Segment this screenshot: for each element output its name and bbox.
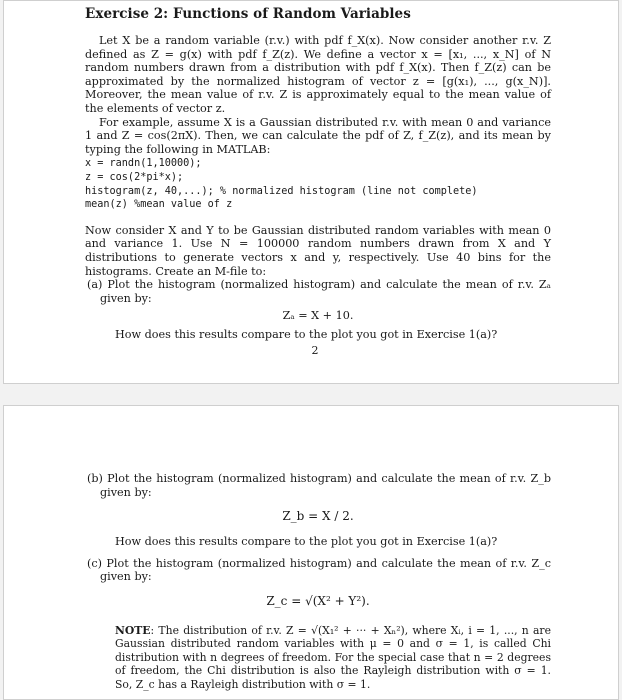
equation-b: Z_b = X / 2. (282, 509, 354, 524)
question-b: How does this results compare to the plot you got in Exercise 1(a)? (115, 535, 498, 549)
note-paragraph (85, 624, 551, 691)
note-text: : The distribution of r.v. Z = √(X₁² + ··· + Xₙ²), where Xᵢ, i = 1, ..., n are Gaussian distributed random variables with μ = 0 and σ = 1, is called Chi distribution with n degrees of freedom. For the special case that n = 2 degrees of freedom, the Chi distribution is also the Rayleigh distribution with σ = 1. So, Z_c has a Rayleigh distribution with σ = 1. (115, 623, 551, 691)
intro-paragraph: Let X be a random variable (r.v.) with pdf f_X(x). Now consider another r.v. Z defined as Z = g(x) with pdf f_Z(z). We define a vector x = [x₁, ..., x_N] of N random numbers drawn from a distribution with pdf f_X(x). Then f_Z(z) can be approximated by the normalized histogram of vector z = [g(x₁), ..., g(x_N)]. Moreover, the mean value of r.v. Z is approximately equal to the mean value of the elements of vector z. (85, 34, 551, 115)
question-a: How does this results compare to the plot you got in Exercise 1(a)? (115, 328, 498, 342)
page-number: 2 (311, 344, 319, 357)
code-line: x = randn(1,10000); (85, 158, 202, 170)
code-line: histogram(z, 40,...); % normalized histogram (line not complete) (85, 185, 478, 197)
page-2-content (85, 472, 551, 691)
matlab-code-block (85, 157, 551, 211)
task-paragraph: Now consider X and Y to be Gaussian distributed random variables with mean 0 and variance 1. Use N = 100000 random numbers drawn from X and Y distributions to generate vectors x and y, respectively. Use 40 bins for the histograms. Create an M-file to: (85, 223, 551, 278)
note-label: NOTE (115, 623, 151, 637)
item-b-text: (b) Plot the histogram (normalized histogram) and calculate the mean of r.v. Z_b given by: (87, 472, 551, 499)
example-paragraph: For example, assume X is a Gaussian distributed r.v. with mean 0 and variance 1 and Z = cos(2πX). Then, we can calculate the pdf of Z, f_Z(z), and its mean by typing the following in MATLAB: (85, 115, 551, 156)
equation-c: Z_c = √(X² + Y²). (266, 593, 370, 608)
equation-a: Zₐ = X + 10. (282, 309, 354, 323)
item-a-text: (a) Plot the histogram (normalized histogram) and calculate the mean of r.v. Zₐ given by: (87, 278, 551, 305)
exercise-title: Exercise 2: Functions of Random Variables (85, 6, 411, 22)
item-c-text: (c) Plot the histogram (normalized histogram) and calculate the mean of r.v. Z_c given by: (87, 556, 551, 584)
code-line: z = cos(2*pi*x); (85, 171, 184, 183)
page-1-content (85, 5, 551, 342)
code-line: mean(z) %mean value of z (85, 199, 233, 211)
page-2 (3, 405, 619, 700)
page-1 (3, 0, 619, 384)
